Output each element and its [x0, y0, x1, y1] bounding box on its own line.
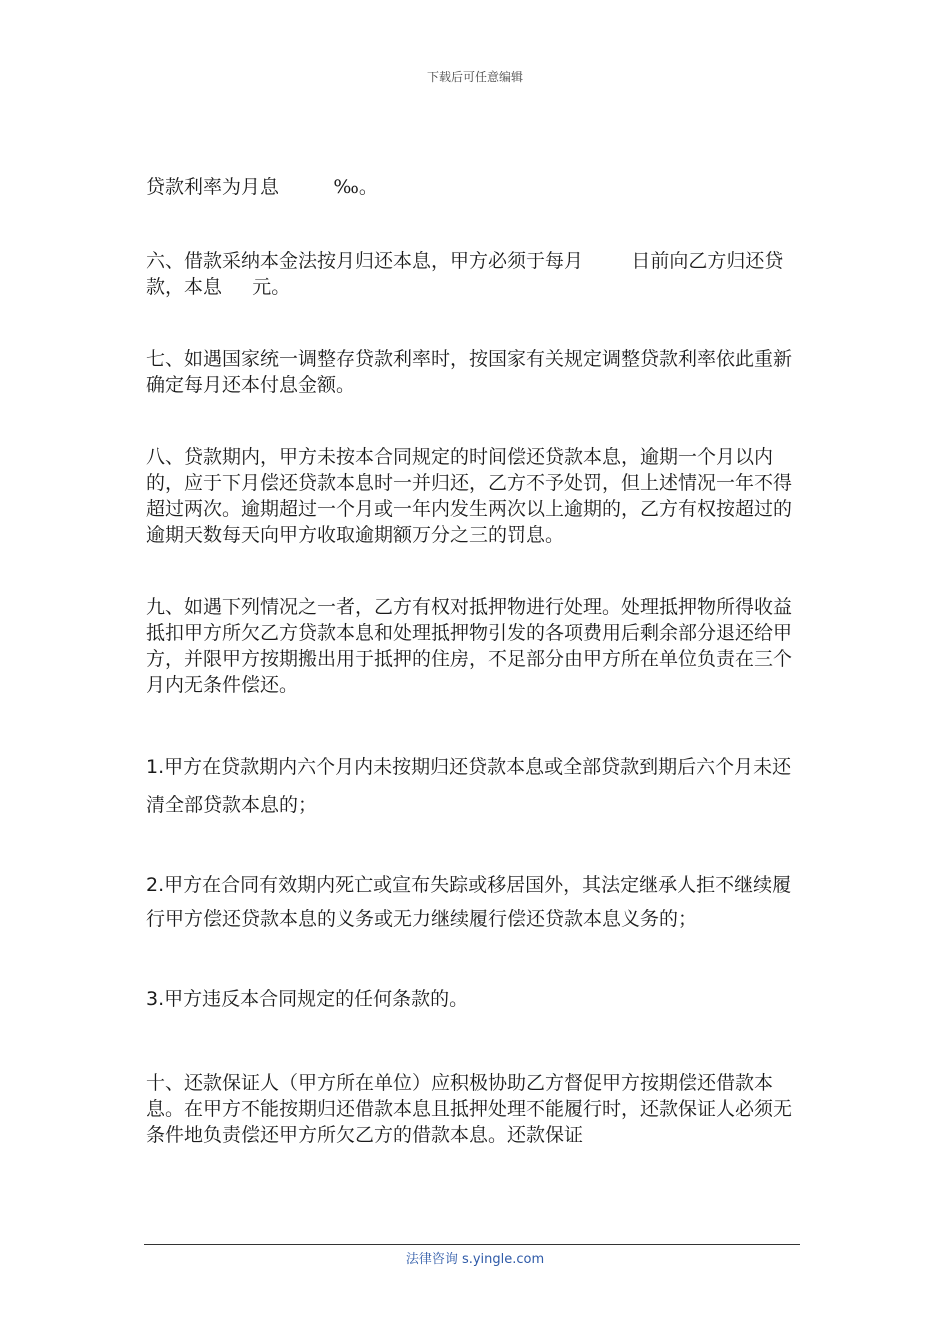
- list-item-1-text: 甲方在贷款期内六个月内未按期归还贷款本息或全部贷款到期后六个月未还清全部贷款本息的；: [146, 756, 792, 816]
- document-body: [146, 174, 806, 1148]
- clause-9: 九、如遇下列情况之一者，乙方有权对抵押物进行处理。处理抵押物所得收益抵扣甲方所欠乙方贷款本息和处理抵押物引发的各项费用后剩余部分退还给甲方，并限甲方按期搬出用于抵押的住房，不足部分由甲方所在单位负责在三个月内无条件偿还。: [146, 596, 793, 696]
- list-item-1-number: 1.: [146, 756, 165, 778]
- loan-rate-prefix: 贷款利率为月息: [146, 176, 280, 198]
- list-item-3-text: 甲方违反本合同规定的任何条款的。: [164, 988, 469, 1010]
- list-item-1: [146, 748, 806, 824]
- footer-divider: [144, 1244, 800, 1245]
- clause-6-part1: 六、借款采纳本金法按月归还本息，甲方必须于每月: [146, 250, 584, 272]
- list-item-3: [146, 980, 806, 1018]
- clause-6: [146, 248, 806, 300]
- clause-6-part3: 元。: [252, 276, 291, 298]
- clause-10: 十、还款保证人（甲方所在单位）应积极协助乙方督促甲方按期偿还借款本息。在甲方不能按期归还借款本息且抵押处理不能履行时，还款保证人必须无条件地负责偿还甲方所欠乙方的借款本息。还款保证: [146, 1072, 793, 1146]
- clause-8: 八、贷款期内，甲方未按本合同规定的时间偿还贷款本息，逾期一个月以内的，应于下月偿还贷款本息时一并归还，乙方不予处罚，但上述情况一年不得超过两次。逾期超过一个月或一年内发生两次以上逾期的，乙方有权按超过的逾期天数每天向甲方收取逾期额万分之三的罚息。: [146, 446, 793, 546]
- list-item-2-text: 甲方在合同有效期内死亡或宣布失踪或移居国外，其法定继承人拒不继续履行甲方偿还贷款本息的义务或无力继续履行偿还贷款本息义务的；: [146, 874, 792, 930]
- list-item-3-number: 3.: [146, 988, 165, 1010]
- clause-6-part2: 日前向乙方归还贷款，本息: [146, 250, 784, 298]
- loan-rate-suffix: ‰。: [333, 176, 378, 198]
- list-item-2: [146, 868, 806, 936]
- header-note: 下载后可任意编辑: [426, 70, 523, 84]
- list-item-2-number: 2.: [146, 874, 165, 896]
- footer-link[interactable]: 法律咨询 s.yingle.com: [405, 1252, 545, 1267]
- clause-7: 七、如遇国家统一调整存贷款利率时，按国家有关规定调整贷款利率依此重新确定每月还本付息金额。: [146, 348, 793, 396]
- loan-rate-line: [146, 174, 806, 200]
